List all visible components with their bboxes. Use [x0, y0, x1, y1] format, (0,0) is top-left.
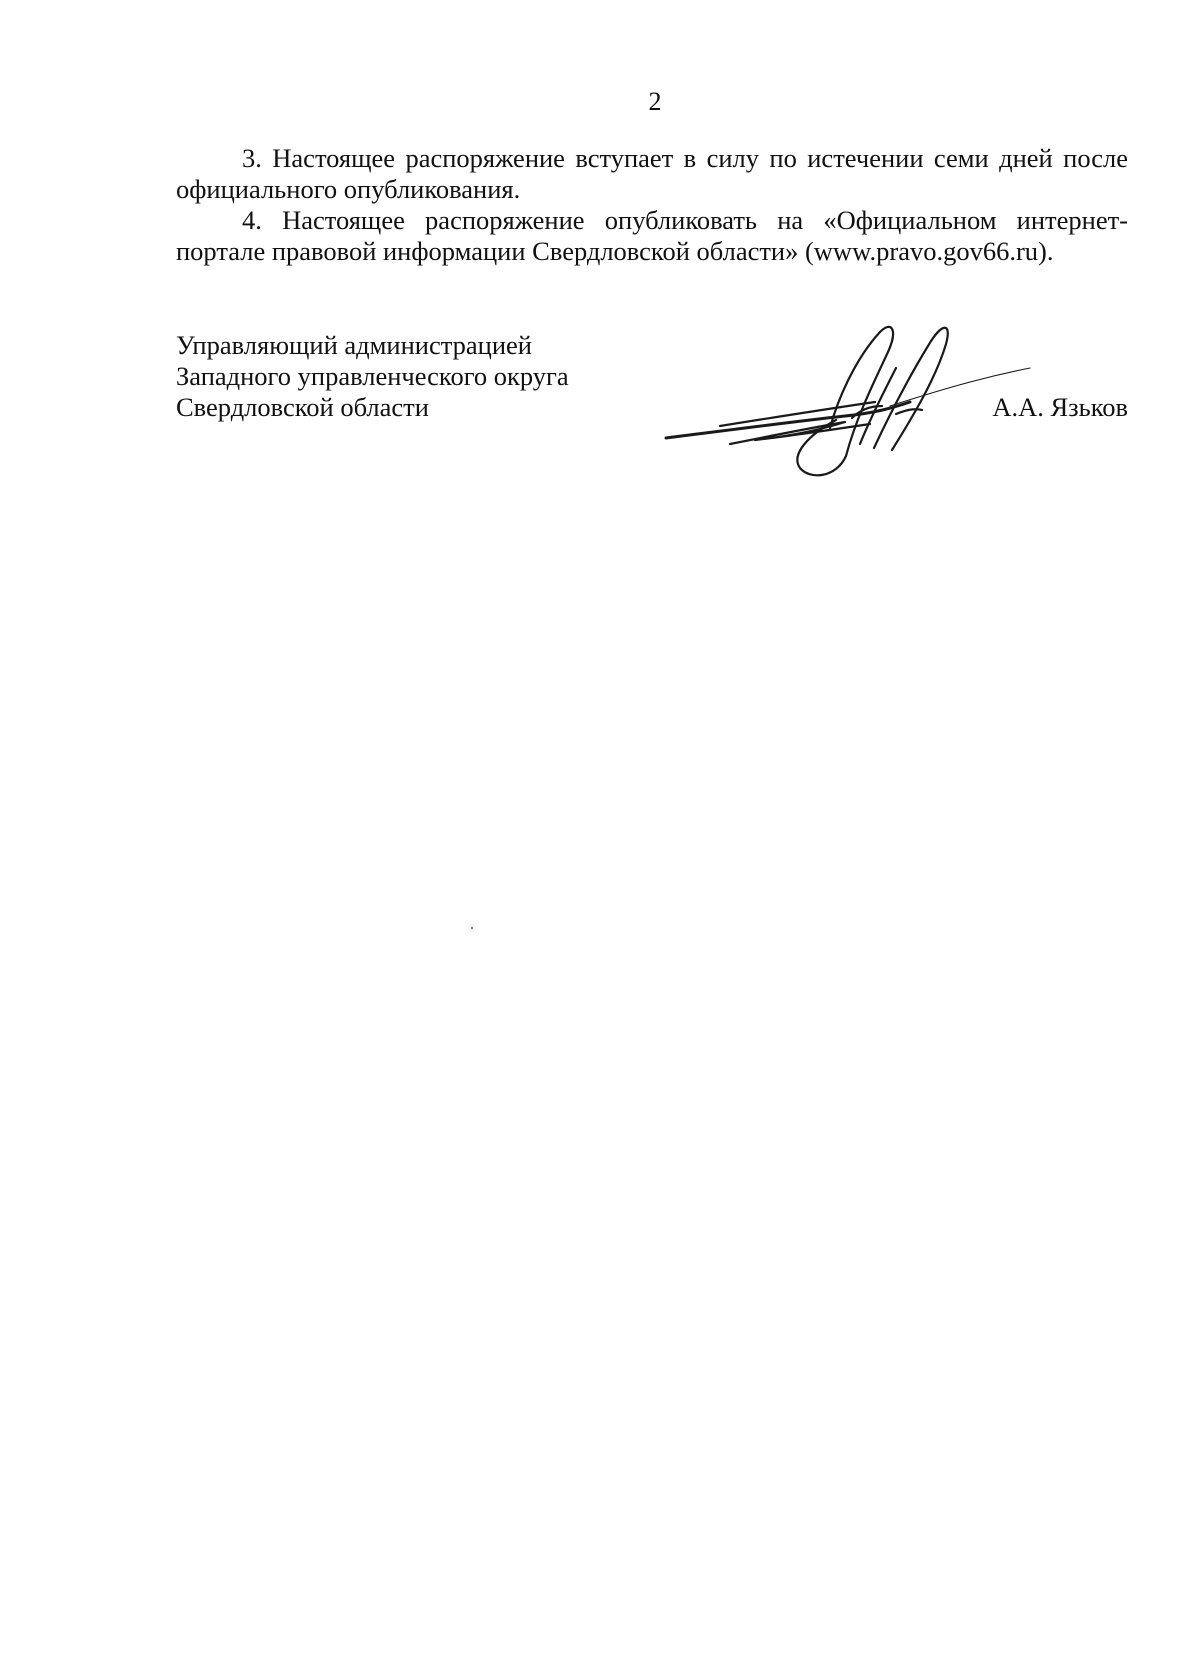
page-number: 2	[648, 87, 662, 116]
paragraph-4: 4. Настоящее распоряжение опубликовать на «Официальном интернет-портале правовой информации Свердловской области» (www.pravo.gov66.ru).	[176, 205, 1128, 266]
signatory-position	[176, 330, 636, 423]
signatory-position-line: Свердловской области	[176, 392, 429, 422]
signatory-position-line: Управляющий администрацией	[176, 330, 532, 360]
scan-speck	[471, 927, 473, 929]
document-body	[176, 143, 1128, 267]
signer-name: А.А. Язьков	[992, 392, 1128, 422]
signatory-position-line: Западного управленческого округа	[176, 361, 569, 391]
paragraph-3: 3. Настоящее распоряжение вступает в силу по истечении семи дней после официального опубликования.	[176, 143, 1128, 204]
